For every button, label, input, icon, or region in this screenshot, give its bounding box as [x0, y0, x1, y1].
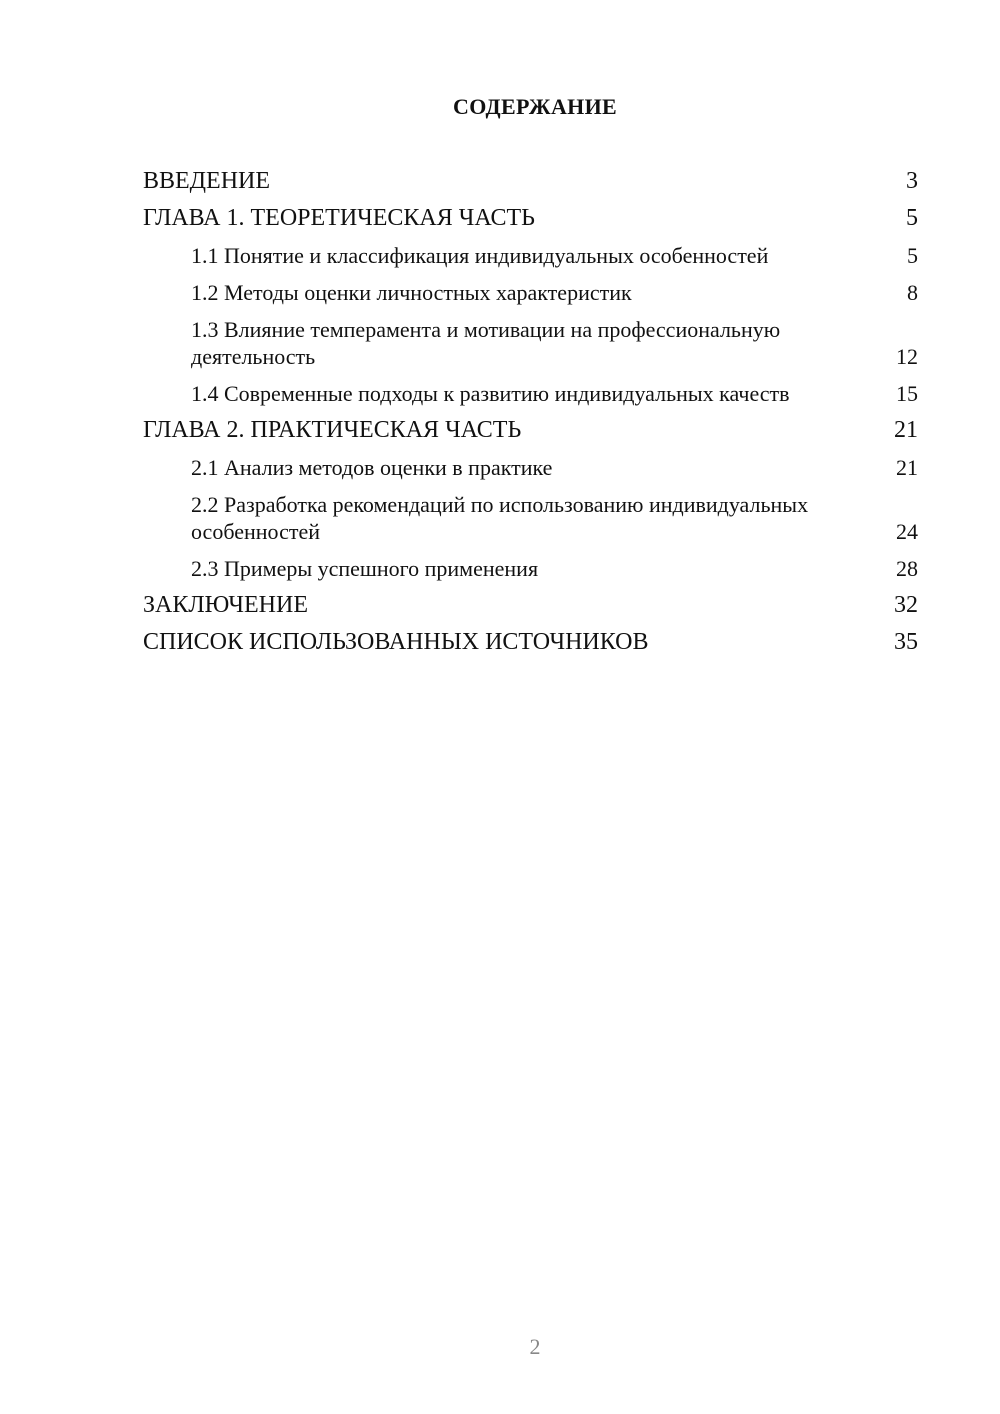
toc-entry[interactable]	[143, 417, 918, 444]
toc-entry-label: 1.4 Современные подходы к развитию индивидуальных качеств	[191, 381, 790, 406]
toc-entry-label: ЗАКЛЮЧЕНИЕ	[143, 592, 308, 618]
toc-entry-page: 21	[896, 455, 918, 480]
toc-entry[interactable]	[143, 242, 918, 269]
toc-entry[interactable]	[143, 279, 918, 306]
toc-entry-label: 1.2 Методы оценки личностных характеристик	[191, 280, 632, 305]
toc-entry[interactable]	[143, 205, 918, 232]
toc-entry-label: 2.1 Анализ методов оценки в практике	[191, 455, 553, 480]
toc-entry-label: ГЛАВА 2. ПРАКТИЧЕСКАЯ ЧАСТЬ	[143, 417, 522, 443]
toc-entry-label: ГЛАВА 1. ТЕОРЕТИЧЕСКАЯ ЧАСТЬ	[143, 205, 535, 231]
toc-entry[interactable]	[143, 168, 918, 195]
toc-entry-label: 1.1 Понятие и классификация индивидуальных особенностей	[191, 243, 769, 268]
toc-entry-page: 8	[907, 280, 918, 305]
toc-entry-page: 24	[896, 519, 918, 544]
toc-entry-label: 2.3 Примеры успешного применения	[191, 556, 539, 581]
toc-entry-page: 35	[894, 629, 918, 655]
toc-entry-page: 32	[894, 592, 918, 618]
toc-entry-page: 28	[896, 556, 918, 581]
toc-entry[interactable]	[143, 629, 918, 656]
toc-entry-label: 1.3 Влияние темперамента и мотивации на профессиональную деятельность	[191, 317, 781, 369]
toc-entry[interactable]	[143, 316, 918, 370]
toc-entry[interactable]	[143, 592, 918, 619]
toc-entry-page: 5	[907, 243, 918, 268]
toc-entry-label: СПИСОК ИСПОЛЬЗОВАННЫХ ИСТОЧНИКОВ	[143, 629, 649, 655]
toc-entry-label: ВВЕДЕНИЕ	[143, 168, 271, 194]
toc-entry[interactable]	[143, 380, 918, 407]
toc-entry-page: 12	[896, 344, 918, 369]
toc-entry[interactable]	[143, 491, 918, 545]
page-number: 2	[529, 1334, 541, 1359]
page-title: СОДЕРЖАНИЕ	[453, 94, 617, 119]
toc-entry[interactable]	[143, 454, 918, 481]
toc-entry-page: 21	[894, 417, 918, 443]
toc-entry[interactable]	[143, 555, 918, 582]
toc-entry-page: 3	[906, 168, 918, 194]
toc-entry-page: 5	[906, 205, 918, 231]
table-of-contents	[143, 168, 918, 666]
toc-entry-page: 15	[896, 381, 918, 406]
toc-entry-label: 2.2 Разработка рекомендаций по использованию индивидуальных особенностей	[191, 492, 809, 544]
